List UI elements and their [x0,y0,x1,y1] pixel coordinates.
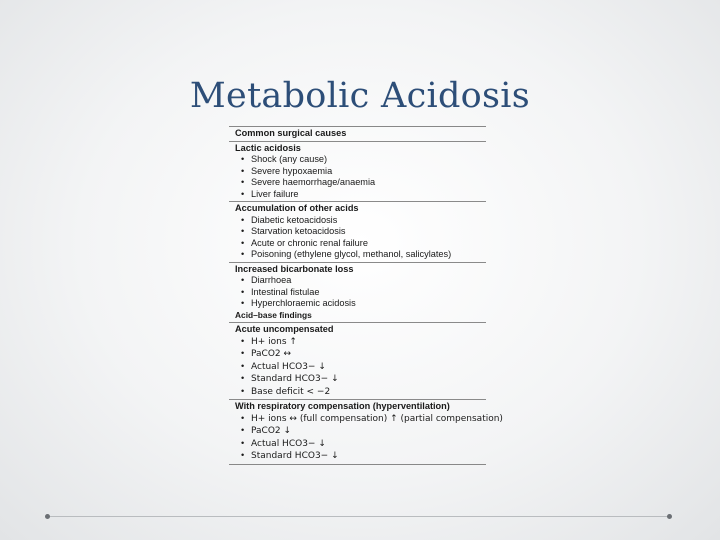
list-item: • PaCO2 ↓ [241,425,292,436]
list-item: • Standard HCO3− ↓ [241,373,339,384]
list-item: • H+ ions ↑ [241,335,297,347]
list-item: • Hyperchloraemic acidosis [241,298,356,308]
section-acute [229,322,486,399]
list-item: • H+ ions ↔ (full compensation) ↑ (partial compensation) [241,412,503,424]
section-heading: Increased bicarbonate loss [235,263,354,274]
section-bicarbonate [229,262,486,323]
list-item: • Intestinal fistulae [241,286,320,297]
list-item: • Diarrhoea [241,275,292,285]
list-item: • Severe haemorrhage/anaemia [241,177,376,187]
section-other-acids [229,201,486,262]
list-item: • Actual HCO3− ↓ [241,437,326,449]
section-heading: Lactic acidosis [235,142,301,153]
footer-dot-right [667,514,672,519]
list-item: • Severe hypoxaemia [241,165,333,176]
footer-dot-left [45,514,50,519]
list-item: • Diabetic ketoacidosis [241,214,338,225]
list-item: • PaCO2 ↔ [241,348,292,359]
list-item: • Poisoning (ethylene glycol, methanol, salicylates) [241,249,452,259]
section-heading: Accumulation of other acids [235,203,359,213]
list-item: • Base deficit < −2 [241,385,331,397]
section-heading: Acute uncompensated [235,324,334,334]
slide-title: Metabolic Acidosis [189,76,531,116]
list-item: • Acute or chronic renal failure [241,237,368,248]
list-item: • Actual HCO3− ↓ [241,360,326,372]
causes-table [229,126,503,465]
section-heading: With respiratory compensation (hyperventilation) [235,401,450,411]
list-item: • Shock (any cause) [241,154,328,164]
table-header: Common surgical causes [235,128,347,138]
section-compensated [229,399,503,464]
list-item: • Standard HCO3− ↓ [241,450,339,461]
list-item: • Starvation ketoacidosis [241,226,346,236]
footer-rule [48,516,670,517]
list-item: • Liver failure [241,188,299,199]
section-lactic [229,141,486,202]
findings-header: Acid–base findings [235,309,312,320]
